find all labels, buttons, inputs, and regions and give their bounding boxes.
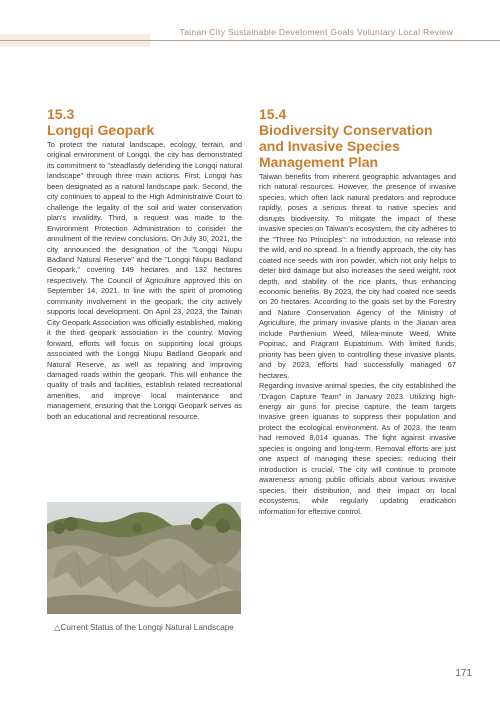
body-paragraph: Taiwan benefits from inherent geographic advantages and rich natural resources. However, the presence of invasive species, which often lack natural predators and reproduce rapidly, poses a serious threat to native species and disrupts biodiversity. To mitigate the impact of these invasive species on Taiwan's ecosystem, the city adheres to the "Three No Principles": no introduction, no release into the wild, and no spread. In a friendly approach, the city has coated rice seeds with iron powder, which not only helps to deter bird damage but also increases the seed weight, root depth, and stability of the rice plants, thus enhancing economic benefits. By 2023, the city had coated rice seeds on 20 hectares. According to the goals set by the Forestry and Nature Conservation Agency of the Ministry of Agriculture, the primary invasive plants in the Jianan area include Parthenium Weed, Milea-minute Weed, White Popinac, and Fragrant Eupatorium. With limited funds, priority has been given to controlling these invasive plants, and by 2023, efforts had successfully managed 67 hectares. — [259, 172, 456, 380]
page-number: 171 — [455, 668, 472, 679]
header-rule — [0, 40, 500, 41]
section-title: Biodiversity Conservation and Invasive Species Management Plan — [259, 122, 433, 170]
photo-caption: △Current Status of the Longqi Natural Landscape — [54, 623, 234, 632]
running-header: Tainan City Sustainable Develoment Goals Voluntary Local Review — [179, 27, 453, 37]
left-column — [47, 106, 242, 422]
right-column — [259, 106, 456, 517]
section-number: 15.4 — [259, 106, 287, 122]
section-title: Longqi Geopark — [47, 122, 155, 138]
section-number: 15.3 — [47, 106, 75, 122]
body-paragraph: Regarding invasive animal species, the city established the "Dragon Capture Team" in January 2023. Utilizing high-energy air guns for precise capture, the team targets invasive green iguanas to suppress their population and protect the ecological environment. As of 2023, the team had removed 8,014 iguanas. The fight against invasive species is ongoing and long-term. Removal efforts are just one aspect of managing these species; reducing their introduction is crucial. The city will continue to promote awareness among public officials about various invasive species, their distribution, and their impact on local ecosystems, while regularly updating eradication information for effective control. — [259, 381, 456, 516]
badland-image — [47, 502, 241, 614]
body-paragraph: To protect the natural landscape, ecology, terrain, and original environment of Longqi, the city has demonstrated its commitment to "steadfastly defending the Longqi natural landscape" through three main actions. First, Longqi has been designated as a natural landscape park. Second, the city continues to appeal to the High Administrative Court to challenge the legality of the soil and water conservation plan's invalidity. Third, a request was made to the Environment Protection Administration to consider the annulment of the review conclusions. On July 30, 2021, the city announced the designation of the "Longqi Niupu Badland Natural Reserve" and the "Longqi Niupu Badland Geopark," covering 149 hectares and 132 hectares respectively. The Council of Agriculture approved this on September 14, 2021. In line with the spirit of promoting community involvement in the geopark, the city actively supports local development. On April 23, 2023, the Tainan City Geopark Association was officially established, making it the third geopark association in the country. Moving forward, efforts will focus on supporting local groups associated with the Longqi Niupu Badland Geopark and Natural Reserve, as well as repairing and improving damaged roads within the geopark. This will enhance the quality of trails and facilities, establish related recreational amenities, and improve local maintenance and management, ensuring that the Longqi Geopark serves as both an educational and recreational resource. — [47, 140, 242, 421]
landscape-photo — [47, 502, 241, 614]
